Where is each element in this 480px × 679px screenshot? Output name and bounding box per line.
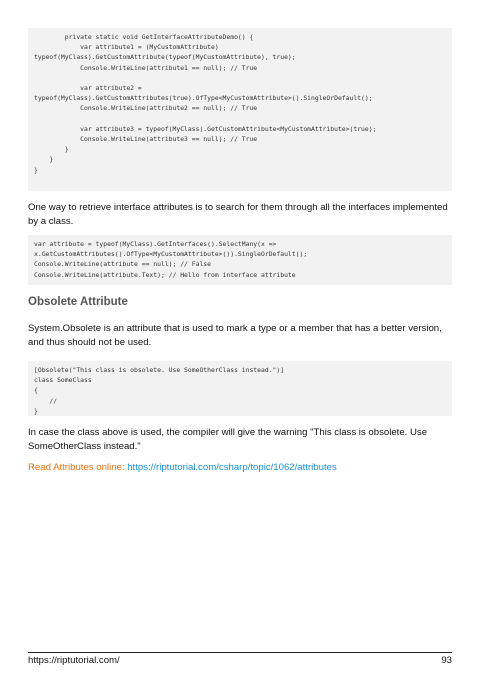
code-line: Console.WriteLine(attribute1 == null); // True — [34, 63, 258, 72]
code-line: // — [34, 396, 58, 405]
code-line: x.GetCustomAttributes().OfType<MyCustomAttribute>()).SingleOrDefault(); — [34, 250, 308, 259]
code-line: [Obsolete("This class is obsolete. Use SomeOtherClass instead.")] — [34, 366, 285, 374]
footer-divider — [28, 652, 452, 653]
code-line: Console.WriteLine(attribute.Text); // Hello from interface attribute — [34, 270, 296, 279]
code-line: } — [34, 406, 38, 415]
read-more-link[interactable]: https://riptutorial.com/csharp/topic/1062/attributes — [127, 462, 337, 473]
code-block-interface-attribute-demo — [28, 28, 452, 191]
code-line: } — [34, 145, 69, 154]
code-line: var attribute = typeof(MyClass).GetInterfaces().SelectMany(x => — [34, 240, 277, 248]
code-line — [34, 114, 446, 124]
paragraph-obsolete-description: System.Obsolete is an attribute that is used to mark a type or a member that has a better version, and thus should not be used. — [28, 323, 442, 348]
paragraph-interface-retrieval: One way to retrieve interface attributes is to search for them through all the interfaces implemented by a class. — [28, 202, 448, 227]
section-heading-obsolete: Obsolete Attribute — [28, 296, 128, 308]
code-line: var attribute2 = — [34, 84, 142, 93]
code-line: class SomeClass — [34, 376, 92, 385]
code-line: { — [34, 386, 38, 395]
paragraph-compiler-warning: In case the class above is used, the compiler will give the warning "This class is obsolete. Use SomeOtherClass instead." — [28, 427, 428, 452]
code-line: } — [34, 155, 54, 164]
code-line: var attribute3 = typeof(MyClass).GetCustomAttribute<MyCustomAttribute>(true); — [34, 124, 377, 133]
code-line: } — [34, 165, 38, 174]
code-block-select-many — [28, 235, 452, 285]
code-line: Console.WriteLine(attribute == null); // False — [34, 260, 211, 269]
code-line: typeof(MyClass).GetCustomAttributes(true).OfType<MyCustomAttribute>().SingleOrDefault(); — [34, 94, 373, 103]
read-more-line — [28, 462, 337, 473]
code-line — [34, 73, 446, 83]
code-line: var attribute1 = (MyCustomAttribute) — [34, 43, 219, 52]
page-number: 93 — [441, 655, 452, 666]
code-line: Console.WriteLine(attribute3 == null); // True — [34, 135, 258, 144]
code-line: typeof(MyClass).GetCustomAttribute(typeof(MyCustomAttribute), true); — [34, 53, 296, 62]
read-more-label: Read Attributes online: — [28, 462, 128, 473]
code-line: private static void GetInterfaceAttributeDemo() { — [34, 33, 254, 41]
code-line: Console.WriteLine(attribute2 == null); // True — [34, 104, 258, 113]
footer-url: https://riptutorial.com/ — [28, 655, 120, 666]
code-block-obsolete-class — [28, 361, 452, 416]
